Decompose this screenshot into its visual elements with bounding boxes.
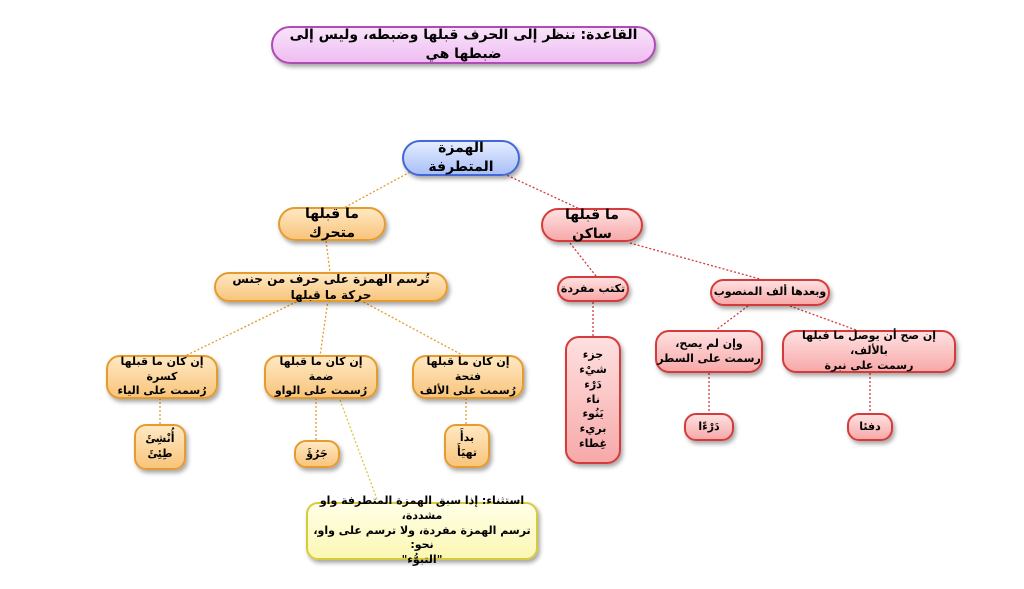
node-preceded-by-sukun: ما قبلها ساكن bbox=[541, 208, 643, 242]
node-case-not-connect: وإن لم يصح، رسمت على السطر bbox=[655, 330, 763, 373]
examples-single: جزء شيْء دَرْء ناء يَنُوء بريء غِطاء bbox=[565, 336, 621, 464]
node-written-single: تكتب مفردة bbox=[557, 276, 629, 302]
link-alif-connect bbox=[790, 306, 856, 330]
root-node-final-hamza: الهمزة المتطرفة bbox=[402, 140, 520, 176]
link-rule-fatha bbox=[360, 300, 464, 356]
node-case-fatha: إن كان ما قبلها فتحة رُسمت على الألف bbox=[412, 355, 524, 399]
node-case-damma: إن كان ما قبلها ضمة رُسمت على الواو bbox=[264, 355, 378, 399]
link-damma-exception bbox=[340, 400, 378, 502]
example-not-connect: دَرْءًا bbox=[684, 413, 734, 441]
rule-header: القاعدة: ننظر إلى الحرف قبلها وضبطه، وليس إلى ضبطها هي bbox=[271, 26, 656, 64]
exception-note: استثناء: إذا سبق الهمزة المتطرفة واو مشددة، ترسم الهمزة مفردة، ولا ترسم على واو، نحو: "التبوُّء" bbox=[306, 502, 538, 560]
node-preceded-by-vowel: ما قبلها متحرك bbox=[278, 207, 386, 241]
node-vowel-rule: تُرسم الهمزة على حرف من جنس حركة ما قبلها bbox=[214, 272, 448, 302]
example-fatha: بدأَ تهيَأَ bbox=[444, 424, 490, 468]
node-case-connect: إن صح أن يوصل ما قبلها بالألف، رسمت على نبرة bbox=[782, 330, 956, 373]
link-root-still bbox=[500, 172, 582, 210]
link-still-alif bbox=[630, 243, 760, 279]
example-damma: جَرُؤَ bbox=[294, 440, 340, 468]
node-case-kasra: إن كان ما قبلها كسرة رُسمت على الياء bbox=[106, 355, 218, 399]
link-still-single bbox=[570, 243, 596, 276]
link-rule-kasra bbox=[185, 300, 300, 356]
link-rule-damma bbox=[320, 300, 328, 356]
example-kasra: أُنْشِئَ طِئِئَ bbox=[134, 424, 186, 470]
link-moving-rule bbox=[326, 241, 330, 272]
link-alif-notconnect bbox=[716, 306, 748, 330]
example-connect: دفئا bbox=[847, 413, 893, 441]
node-followed-alif: وبعدها ألف المنصوب bbox=[710, 279, 830, 306]
